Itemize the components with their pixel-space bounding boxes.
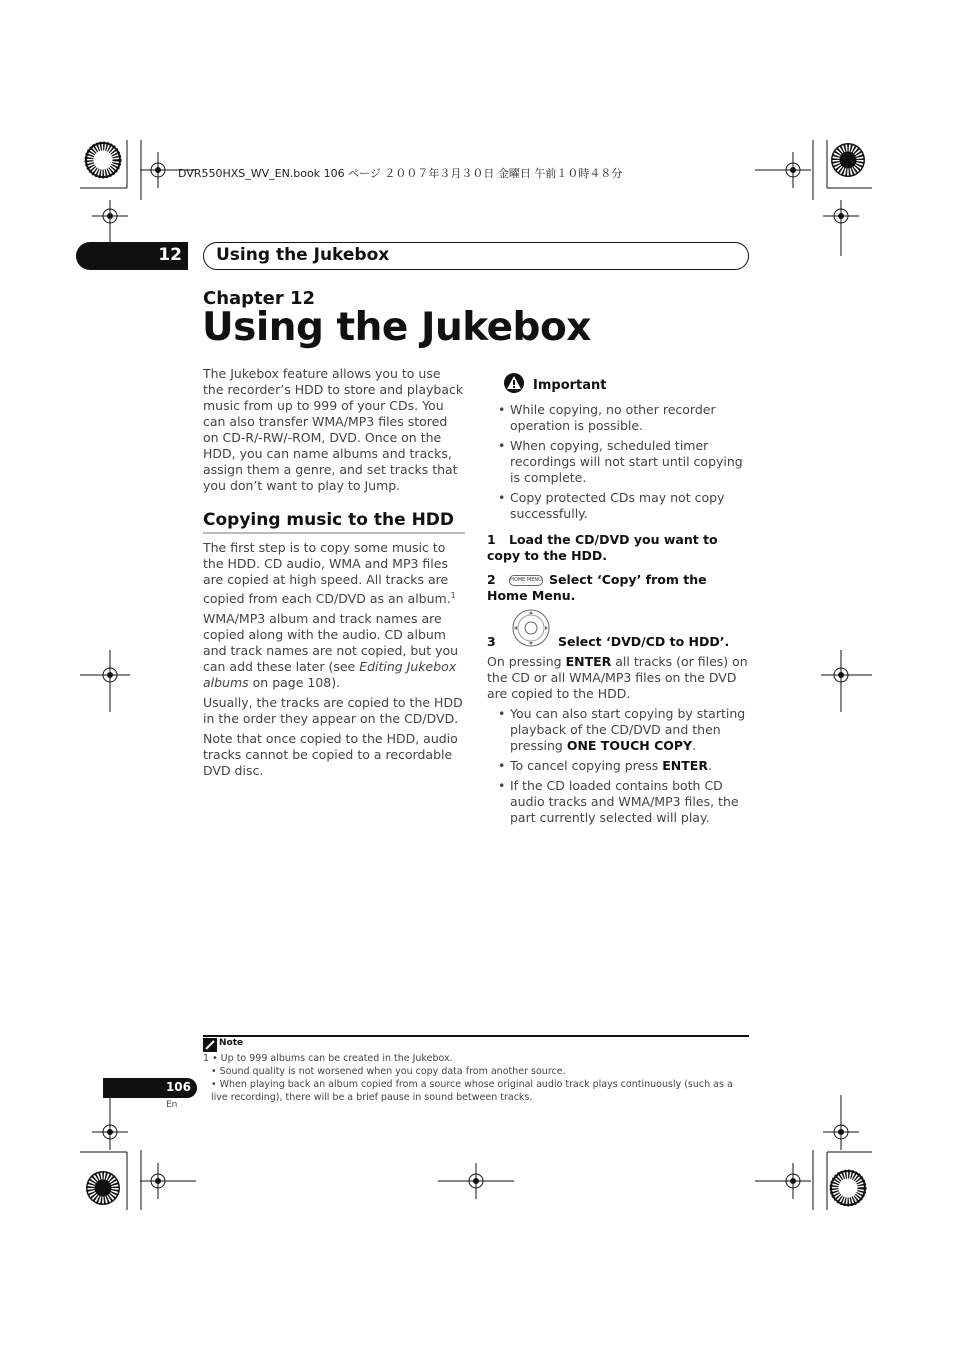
note-label: Note [219, 1038, 244, 1048]
step-3-body-post: all tracks (or files) on the CD or all WMA/MP3 files on the DVD are copied to the HDD. [487, 654, 748, 701]
note-pencil-icon [203, 1038, 217, 1052]
enter-key-label: ENTER [662, 758, 708, 773]
important-header [487, 372, 749, 398]
page-number-tab [103, 1078, 197, 1098]
step-3-bullet [487, 706, 749, 754]
warning-icon [503, 372, 525, 394]
step-3-body [487, 654, 749, 702]
step-3-bullets [487, 706, 749, 826]
running-header [203, 242, 749, 270]
important-list [487, 402, 749, 522]
note-divider [203, 1035, 749, 1037]
step-3-text: Select ‘DVD/CD to HDD’. [558, 634, 730, 649]
footnotes [203, 1052, 751, 1104]
chapter-number-tab [76, 242, 188, 270]
step-3-bullet: • If the CD loaded contains both CD audio tracks and WMA/MP3 files, the part currently selected will play. [487, 778, 749, 826]
bullet-1-post: . [692, 738, 697, 753]
step-2-text: Select ‘Copy’ from the Home Menu. [487, 572, 707, 603]
footnote-line: • Sound quality is not worsened when you copy data from another source. [211, 1066, 566, 1077]
right-column [487, 372, 749, 830]
intro-paragraph: The Jukebox feature allows you to use the recorder’s HDD to store and playback music from up to 999 of your CDs. You can also transfer WMA/MP3 files stored on CD-R/-RW/-ROM, DVD. Once on the HDD, you can name albums and tracks, assign them a genre, and set tracks that you don’t want to play to Jump. [203, 366, 464, 493]
step-3-number: 3 [487, 634, 496, 649]
bullet-2-post: . [707, 758, 712, 773]
important-label: Important [533, 378, 607, 393]
section-paragraph-2 [203, 611, 465, 691]
step-2-number: 2 [487, 572, 496, 587]
step-1-number: 1 [487, 532, 496, 547]
section-paragraph-3: Usually, the tracks are copied to the HDD in the order they appear on the CD/DVD. [203, 695, 463, 727]
section-paragraph-1 [203, 540, 465, 607]
page-title: Using the Jukebox [202, 305, 591, 350]
left-column [203, 366, 465, 783]
bullet-2-pre: To cancel copying press [510, 758, 663, 773]
running-title: Using the Jukebox [216, 245, 390, 265]
home-menu-button-icon: HOME MENU [509, 575, 543, 586]
step-2 [487, 572, 749, 604]
print-header: DVR550HXS_WV_EN.book 106 ページ ２００７年３月３０日 金曜日 午前１０時４８分 [178, 167, 623, 180]
section-heading: Copying music to the HDD [203, 512, 465, 534]
footnote-line: • When playing back an album copied from a source whose original audio track plays continuously (such as a live recording), there will be a brief pause in sound between tracks. [211, 1079, 733, 1103]
important-item: • While copying, no other recorder operation is possible. [487, 402, 749, 434]
chapter-label: Chapter 12 [203, 288, 316, 309]
important-item: • When copying, scheduled timer recordings will not start until copying is complete. [487, 438, 749, 486]
one-touch-copy-key-label: ONE TOUCH COPY [566, 738, 693, 753]
step-1 [487, 532, 749, 564]
step-1-text: Load the CD/DVD you want to copy to the HDD. [487, 532, 718, 563]
important-item: • Copy protected CDs may not copy successfully. [487, 490, 749, 522]
chapter-number: 12 [158, 245, 182, 265]
section-p1-text: The first step is to copy some music to the HDD. CD audio, WMA and MP3 files are copied at high speed. All tracks are copied from each CD/DVD as an album. [203, 540, 451, 607]
language-code: En [166, 1100, 178, 1110]
section-p2-reference: Editing Jukebox albums [203, 659, 457, 691]
page-number: 106 [165, 1080, 191, 1094]
section-p2-post: on page 108). [248, 675, 341, 691]
enter-key-label: ENTER [565, 654, 612, 669]
step-3 [487, 634, 749, 650]
footnote-ref: 1 [450, 591, 456, 600]
section-paragraph-4: Note that once copied to the HDD, audio tracks cannot be copied to a recordable DVD disc. [203, 731, 458, 779]
bullet-1-pre: You can also start copying by starting playback of the CD/DVD and then pressing [510, 706, 746, 753]
step-3-body-pre: On pressing [487, 654, 566, 669]
section-p2-pre: WMA/MP3 album and track names are copied along with the audio. CD album and track names are not copied, but you can add these later (see [203, 611, 459, 675]
step-3-bullet [487, 758, 749, 774]
footnote-line: 1 • Up to 999 albums can be created in the Jukebox. [203, 1053, 453, 1064]
